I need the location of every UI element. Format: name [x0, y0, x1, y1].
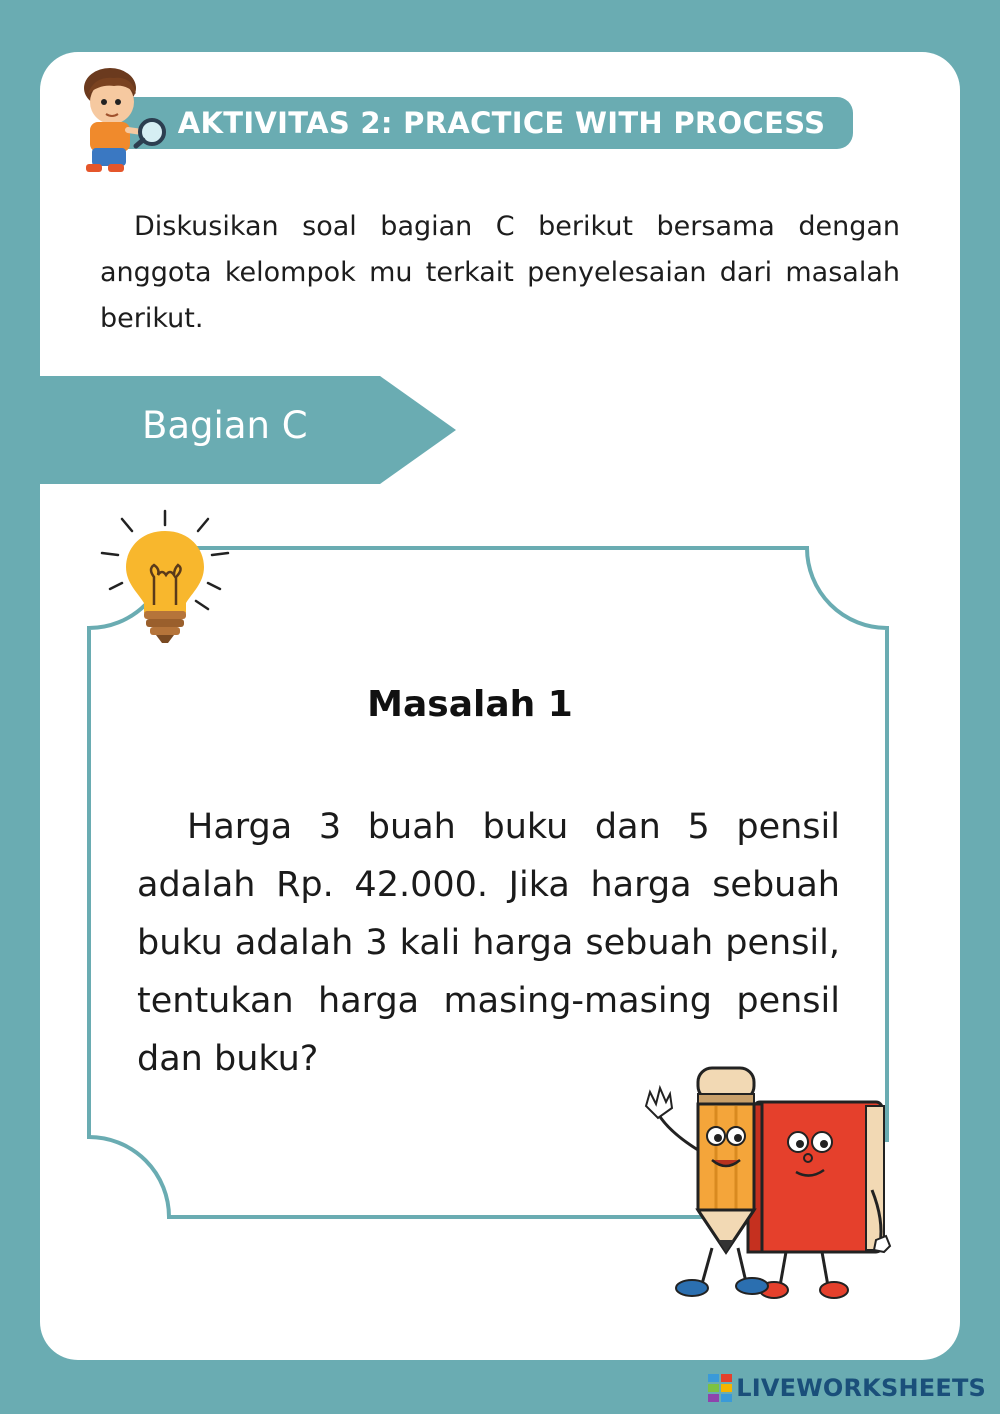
activity-title-banner	[120, 97, 853, 149]
pencil-book-mascots-icon	[636, 1060, 904, 1310]
activity-title: AKTIVITAS 2: PRACTICE WITH PROCESS	[177, 106, 826, 140]
boy-magnifier-icon	[70, 68, 170, 180]
liveworksheets-logo-text: LIVEWORKSHEETS	[736, 1374, 986, 1402]
intro-paragraph	[100, 204, 900, 342]
problem-title: Masalah 1	[367, 684, 573, 725]
lightbulb-icon	[96, 505, 234, 653]
problem-paragraph	[137, 798, 840, 1088]
liveworksheets-logo-icon	[708, 1374, 732, 1402]
problem-text: Harga 3 buah buku dan 5 pensil adalah Rp. 42.000. Jika harga sebuah buku adalah 3 kali harga sebuah pensil, tentukan harga masing-masing pensil dan buku?	[137, 807, 840, 1079]
intro-text: Diskusikan soal bagian C berikut bersama dengan anggota kelompok mu terkait penyelesaian dari masalah berikut.	[100, 211, 900, 334]
section-label: Bagian C	[142, 404, 308, 447]
liveworksheets-logo	[708, 1374, 986, 1402]
